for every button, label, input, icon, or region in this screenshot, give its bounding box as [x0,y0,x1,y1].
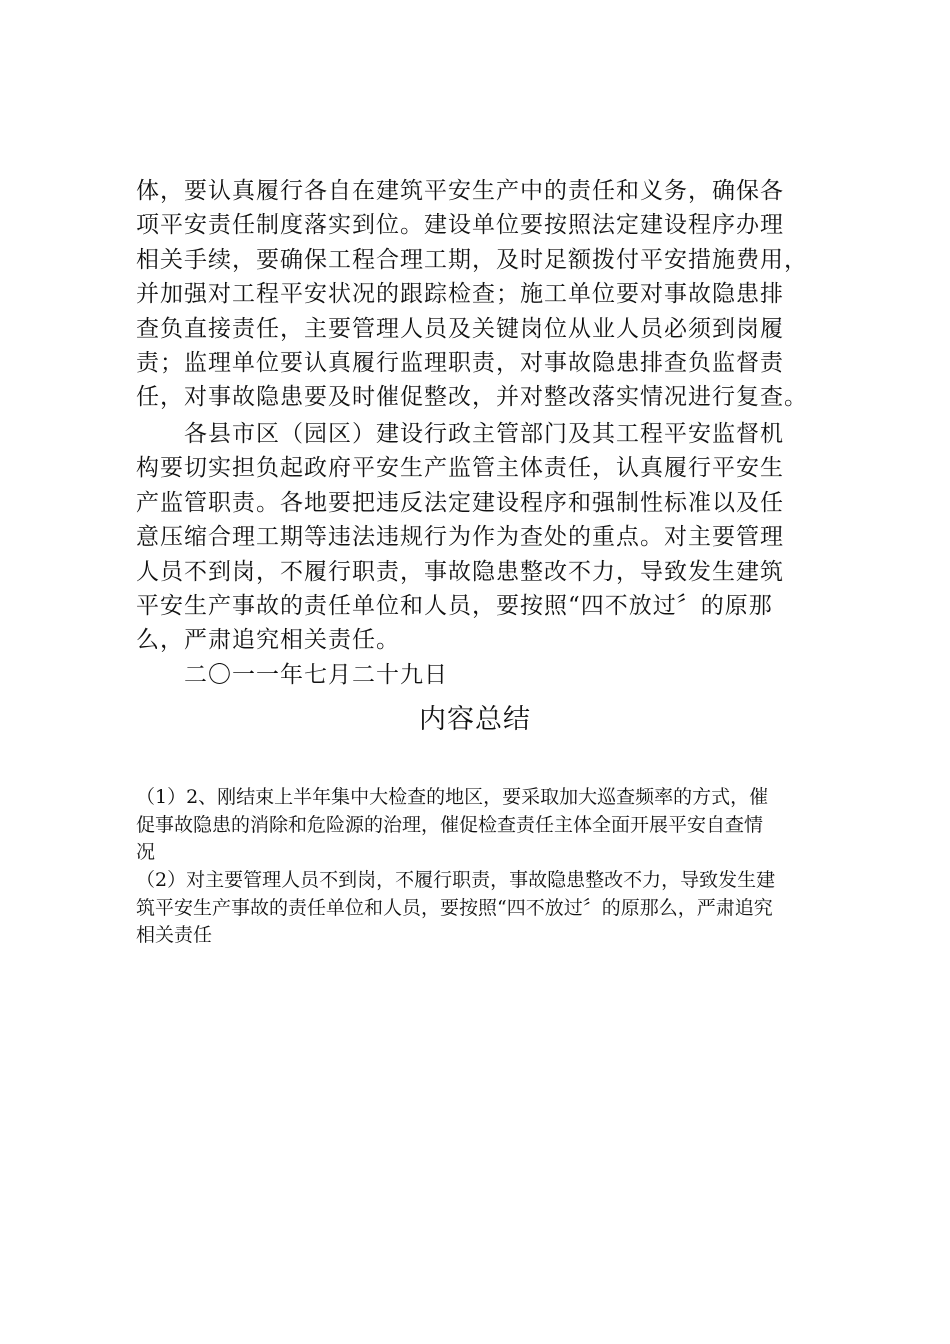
summary-item-1 [136,784,836,867]
summary-line: （1）2、刚结束上半年集中大检查的地区，要采取加大巡查频率的方式，催 [136,786,769,808]
text-line: 相关手续，要确保工程合理工期，及时足额拨付平安措施费用， [136,246,808,273]
text-line: 产监管职责。各地要把违反法定建设程序和强制性标准以及任 [136,489,784,516]
paragraph-responsibilities [136,174,836,415]
text-line: 么，严肃追究相关责任。 [136,627,400,654]
summary-line: 况 [136,841,156,863]
summary-line: 促事故隐患的消除和危险源的治理，催促检查责任主体全面开展平安自查情 [136,813,764,836]
summary-line: 相关责任 [136,924,213,946]
text-line: 各县市区（园区）建设行政主管部门及其工程平安监督机 [136,421,784,447]
text-line: 任，对事故隐患要及时催促整改，并对整改落实情况进行复查。 [136,384,808,411]
summary-item-2 [136,867,836,950]
text-line: 意压缩合理工期等违法违规行为作为查处的重点。对主要管理 [136,524,784,551]
text-line: 平安生产事故的责任单位和人员，要按照“四不放过〞的原那 [136,593,773,620]
text-line: 并加强对工程平安状况的跟踪检查；施工单位要对事故隐患排 [136,281,784,308]
text-line: 体，要认真履行各自在建筑平安生产中的责任和义务，确保各 [136,178,784,204]
text-line: 查负直接责任，主要管理人员及关键岗位从业人员必须到岗履 [136,315,784,342]
text-line: 构要切实担负起政府平安生产监管主体责任，认真履行平安生 [136,455,784,482]
summary-line: 筑平安生产事故的责任单位和人员，要按照“四不放过〞的原那么，严肃追究 [136,896,773,919]
paragraph-supervision [136,417,836,692]
document-date: 二〇一一年七月二十九日 [136,661,448,688]
summary-title: 内容总结 [419,704,531,735]
text-line: 责；监理单位要认真履行监理职责，对事故隐患排查负监督责 [136,350,784,377]
text-line: 人员不到岗，不履行职责，事故隐患整改不力，导致发生建筑 [136,558,784,585]
summary-line: （2）对主要管理人员不到岗，不履行职责，事故隐患整改不力，导致发生建 [136,869,776,891]
text-line: 项平安责任制度落实到位。建设单位要按照法定建设程序办理 [136,212,784,239]
